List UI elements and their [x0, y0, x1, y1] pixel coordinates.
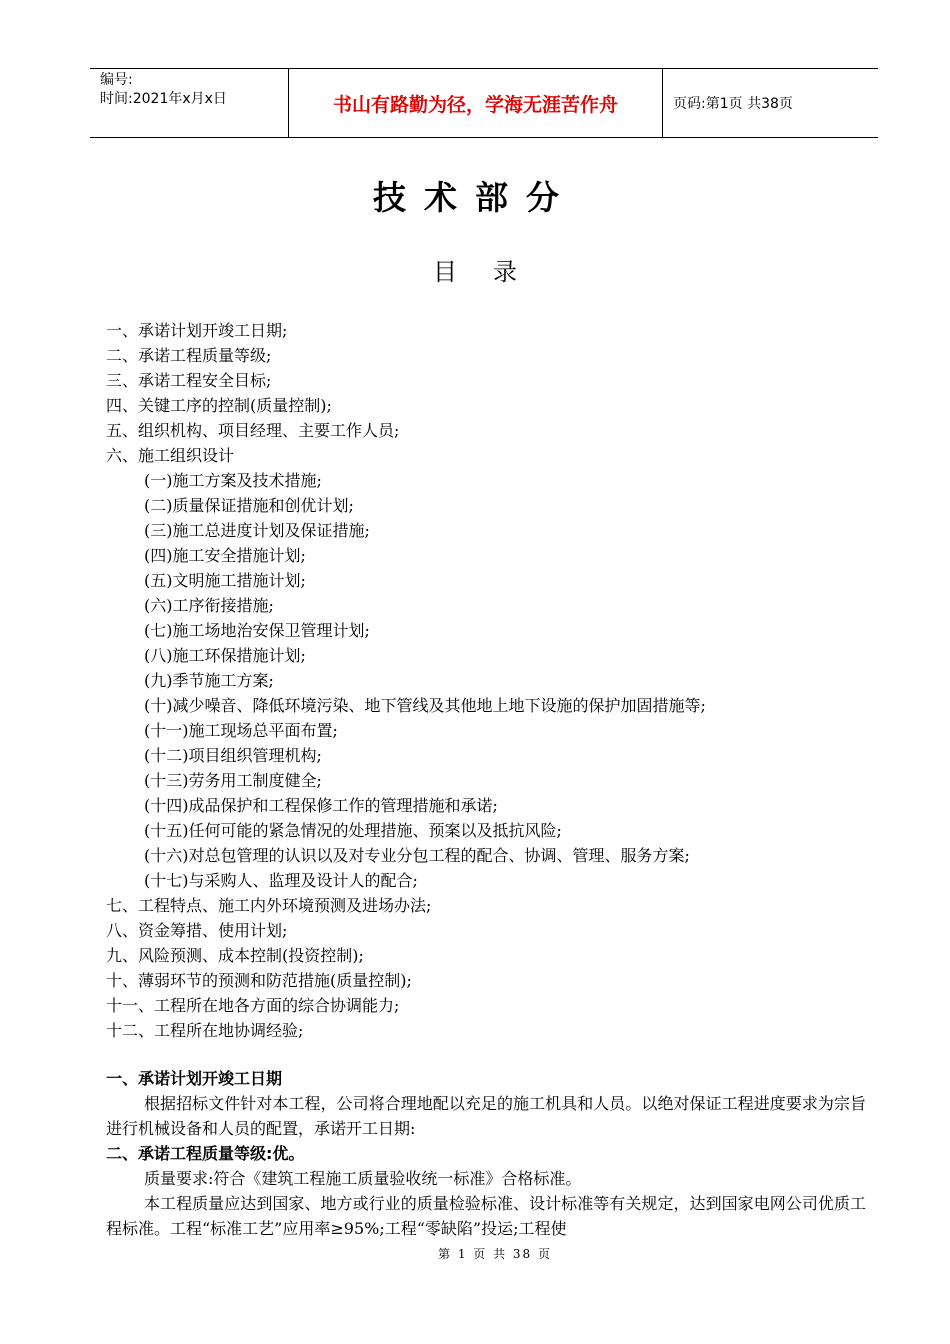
toc-item: (八)施工环保措施计划;: [144, 646, 306, 665]
toc-item: (一)施工方案及技术措施;: [144, 471, 322, 490]
time-label: 时间:2021年x月x日: [100, 91, 227, 107]
section-heading-1: 一、承诺计划开竣工日期: [106, 1069, 283, 1088]
toc-item: 六、施工组织设计: [106, 446, 235, 465]
toc-item: (九)季节施工方案;: [144, 671, 274, 690]
toc-item: (十六)对总包管理的认识以及对专业分包工程的配合、协调、管理、服务方案;: [144, 846, 690, 865]
number-label: 编号:: [100, 72, 133, 88]
toc-item: (七)施工场地治安保卫管理计划;: [144, 621, 370, 640]
section-heading-2: 二、承诺工程质量等级:优。: [106, 1144, 305, 1163]
page-footer: 第 1 页 共 38 页: [438, 1247, 552, 1261]
toc-item: 一、承诺计划开竣工日期;: [106, 321, 288, 340]
toc-item: 三、承诺工程安全目标;: [106, 371, 272, 390]
paragraph-1: 根据招标文件针对本工程，公司将合理地配以充足的施工机具和人员。以绝对保证工程进度要求为宗旨进行机械设备和人员的配置，承诺开工日期:: [106, 1094, 866, 1138]
toc-item: (十三)劳务用工制度健全;: [144, 771, 322, 790]
page-header: [90, 68, 878, 138]
toc-item: 十二、工程所在地协调经验;: [106, 1021, 304, 1040]
toc-item: (十七)与采购人、监理及设计人的配合;: [144, 871, 418, 890]
header-motto: 书山有路勤为径，学海无涯苦作舟: [289, 69, 663, 137]
document-body: [106, 1066, 866, 1241]
header-meta: [90, 69, 289, 137]
toc-item: 五、组织机构、项目经理、主要工作人员;: [106, 421, 400, 440]
toc-item: (十五)任何可能的紧急情况的处理措施、预案以及抵抗风险;: [144, 821, 562, 840]
toc-item: (十一)施工现场总平面布置;: [144, 721, 338, 740]
paragraph-2: 质量要求:符合《建筑工程施工质量验收统一标准》合格标准。: [144, 1169, 582, 1188]
toc-item: 九、风险预测、成本控制(投资控制);: [106, 946, 364, 965]
toc-item: 十一、工程所在地各方面的综合协调能力;: [106, 996, 400, 1015]
toc-item: 四、关键工序的控制(质量控制);: [106, 396, 332, 415]
toc-heading: 目录: [433, 258, 553, 286]
toc-item: (二)质量保证措施和创优计划;: [144, 496, 354, 515]
toc-item: 十、薄弱环节的预测和防范措施(质量控制);: [106, 971, 412, 990]
toc-item: 七、工程特点、施工内外环境预测及进场办法;: [106, 896, 432, 915]
header-page-info: 页码:第1页 共38页: [673, 96, 793, 112]
toc-item: (十四)成品保护和工程保修工作的管理措施和承诺;: [144, 796, 498, 815]
toc-item: (十二)项目组织管理机构;: [144, 746, 322, 765]
toc-item: 八、资金筹措、使用计划;: [106, 921, 288, 940]
document-title: 技术部分: [373, 178, 577, 217]
toc-item: (三)施工总进度计划及保证措施;: [144, 521, 370, 540]
paragraph-3: 本工程质量应达到国家、地方或行业的质量检验标准、设计标准等有关规定，达到国家电网公司优质工程标准。工程“标准工艺”应用率≥95%;工程“零缺陷”投运;工程使: [106, 1194, 866, 1238]
toc-item: (五)文明施工措施计划;: [144, 571, 306, 590]
toc-item: 二、承诺工程质量等级;: [106, 346, 272, 365]
toc-item: (六)工序衔接措施;: [144, 596, 274, 615]
toc-item: (十)减少噪音、降低环境污染、地下管线及其他地上地下设施的保护加固措施等;: [144, 696, 706, 715]
toc-item: (四)施工安全措施计划;: [144, 546, 306, 565]
table-of-contents: [106, 318, 886, 1043]
